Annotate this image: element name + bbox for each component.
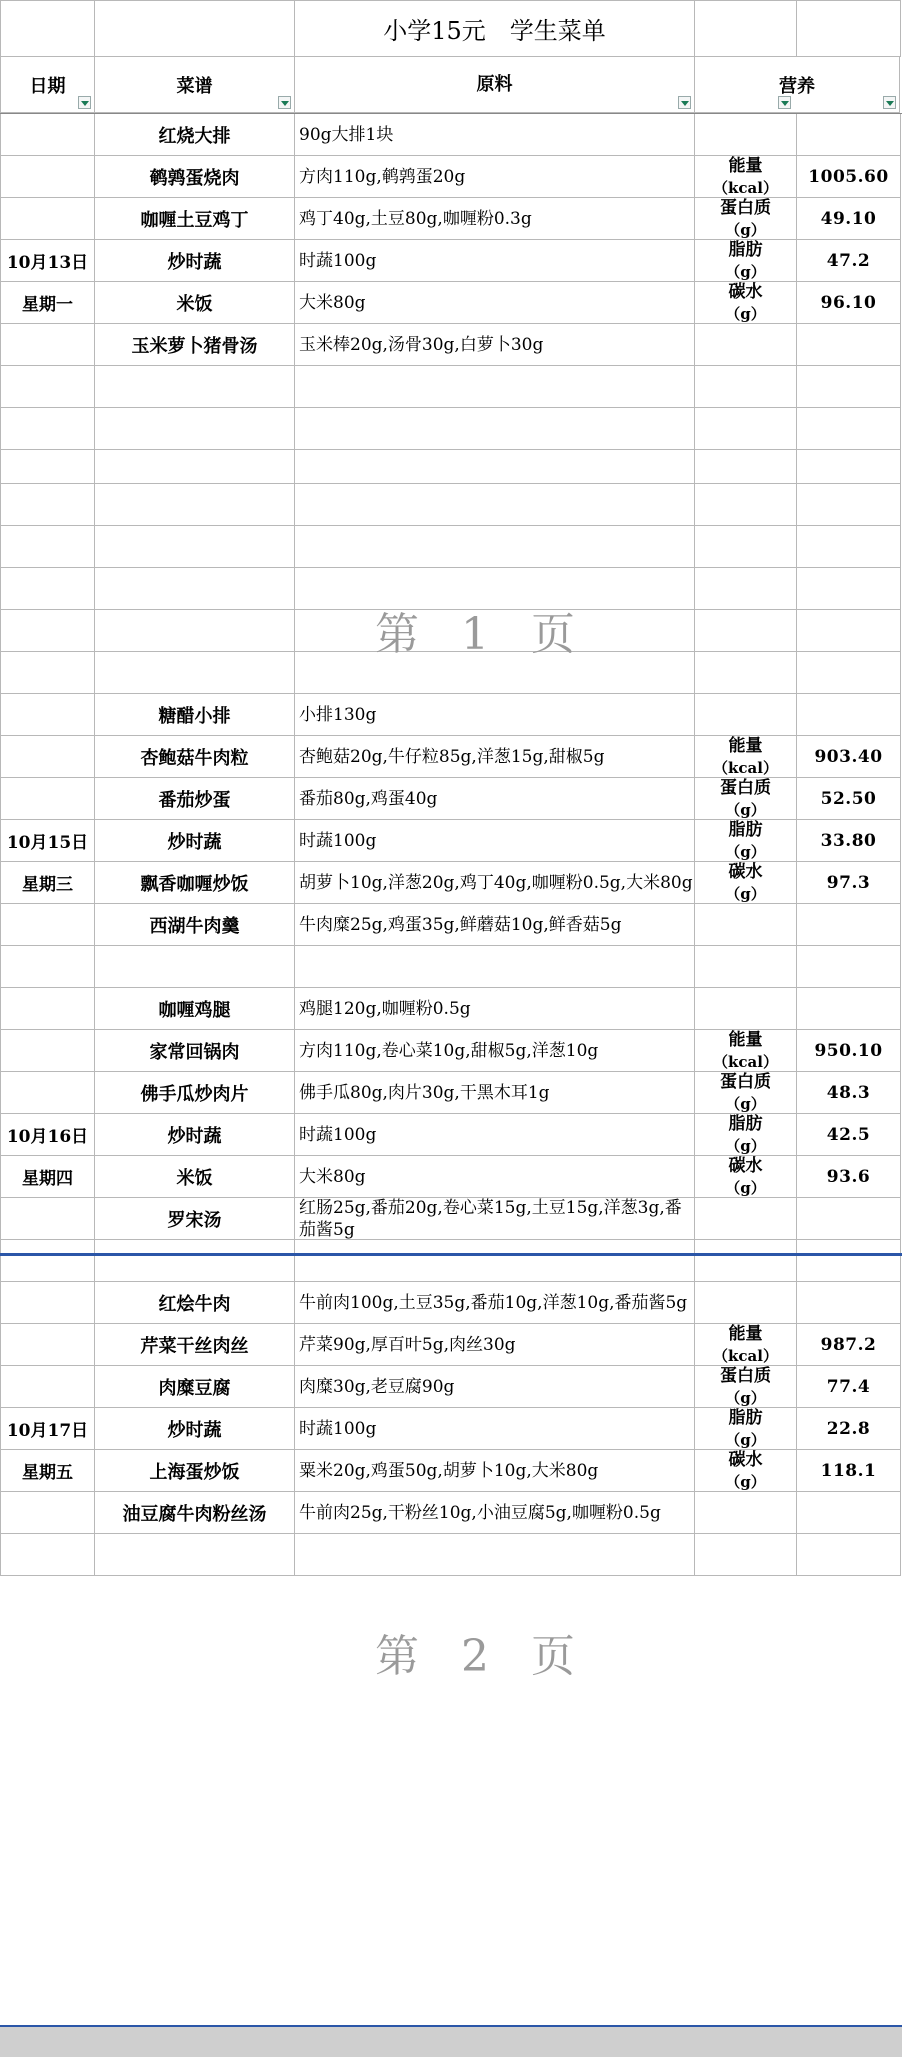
nutrient-unit: （g）	[725, 1094, 766, 1113]
table-row	[0, 450, 902, 484]
table-row	[0, 324, 902, 366]
nutrient-label	[725, 1114, 766, 1156]
table-row	[0, 1408, 902, 1450]
nutrient-unit: （g）	[725, 262, 766, 281]
nutrient-name: 脂肪	[728, 1114, 763, 1134]
dish-name[interactable]: 油豆腐牛肉粉丝汤	[95, 1492, 295, 1534]
date-cell[interactable]: 10月15日	[0, 820, 95, 862]
header-menu[interactable]	[95, 57, 295, 113]
cell[interactable]	[797, 568, 901, 610]
dish-ingredients[interactable]: 时蔬100g	[295, 240, 695, 282]
cell[interactable]	[295, 610, 695, 652]
nutrient-value[interactable]: 48.3	[797, 1072, 901, 1114]
cell[interactable]	[95, 946, 295, 988]
cell[interactable]	[0, 1030, 95, 1072]
cell[interactable]	[797, 366, 901, 408]
table-row	[0, 1366, 902, 1408]
cell[interactable]	[0, 1534, 95, 1576]
cell[interactable]	[695, 1282, 797, 1324]
cell[interactable]	[797, 904, 901, 946]
nutrient-unit: （g）	[725, 1388, 766, 1407]
table-row	[0, 946, 902, 988]
cell[interactable]	[797, 946, 901, 988]
cell[interactable]	[797, 988, 901, 1030]
dish-ingredients[interactable]: 牛前肉25g,干粉丝10g,小油豆腐5g,咖喱粉0.5g	[295, 1492, 695, 1534]
cell[interactable]	[0, 736, 95, 778]
nutrient-name: 蛋白质	[720, 1072, 771, 1092]
dish-name[interactable]: 米饭	[95, 1156, 295, 1198]
dish-name[interactable]: 鹌鹑蛋烧肉	[95, 156, 295, 198]
cell[interactable]	[0, 694, 95, 736]
nutrient-unit: （g）	[725, 1430, 766, 1449]
nutrient-label-cell[interactable]	[695, 1366, 797, 1408]
header-row	[0, 57, 902, 114]
dish-name[interactable]: 炒时蔬	[95, 1114, 295, 1156]
sheet-title[interactable]: 小学15元 学生菜单	[295, 0, 695, 57]
nutrient-name: 蛋白质	[720, 1366, 771, 1386]
cell[interactable]	[95, 610, 295, 652]
table-row	[0, 366, 902, 408]
dish-name[interactable]: 炒时蔬	[95, 1408, 295, 1450]
cell[interactable]	[295, 1240, 695, 1282]
nutrient-label-cell[interactable]	[695, 1324, 797, 1366]
dish-name[interactable]: 红烩牛肉	[95, 1282, 295, 1324]
cell[interactable]	[695, 366, 797, 408]
cell[interactable]	[295, 526, 695, 568]
cell[interactable]	[0, 1282, 95, 1324]
dish-ingredients[interactable]: 90g大排1块	[295, 114, 695, 156]
nutrient-label-cell[interactable]	[695, 156, 797, 198]
table-row	[0, 694, 902, 736]
cell[interactable]	[0, 114, 95, 156]
filter-dropdown-icon[interactable]	[883, 96, 896, 109]
nutrient-unit: （g）	[725, 800, 766, 819]
cell[interactable]	[0, 610, 95, 652]
cell[interactable]	[95, 1240, 295, 1282]
nutrient-label	[713, 156, 778, 198]
cell[interactable]	[695, 450, 797, 484]
table-row	[0, 610, 902, 652]
nutrient-label-cell[interactable]	[695, 1450, 797, 1492]
cell[interactable]	[0, 526, 95, 568]
table-row	[0, 484, 902, 526]
nutrient-value[interactable]: 1005.60	[797, 156, 901, 198]
cell[interactable]	[295, 652, 695, 694]
dish-ingredients[interactable]: 牛肉糜25g,鸡蛋35g,鲜蘑菇10g,鲜香菇5g	[295, 904, 695, 946]
cell[interactable]	[0, 1366, 95, 1408]
nutrient-label	[725, 282, 766, 324]
weekday-cell[interactable]: 星期五	[0, 1450, 95, 1492]
dish-ingredients[interactable]: 胡萝卜10g,洋葱20g,鸡丁40g,咖喱粉0.5g,大米80g	[295, 862, 695, 904]
cell[interactable]	[695, 946, 797, 988]
table-row	[0, 1282, 902, 1324]
cell[interactable]	[695, 1198, 797, 1240]
table-row	[0, 1156, 902, 1198]
cell[interactable]	[295, 408, 695, 450]
nutrient-label-cell[interactable]	[695, 198, 797, 240]
dish-name[interactable]: 佛手瓜炒肉片	[95, 1072, 295, 1114]
cell[interactable]	[695, 568, 797, 610]
table-row	[0, 526, 902, 568]
nutrient-value[interactable]: 49.10	[797, 198, 901, 240]
table-row	[0, 778, 902, 820]
cell[interactable]	[797, 408, 901, 450]
nutrient-value[interactable]: 903.40	[797, 736, 901, 778]
table-row	[0, 652, 902, 694]
filter-dropdown-icon[interactable]	[778, 96, 791, 109]
nutrient-name: 脂肪	[728, 240, 763, 260]
cell[interactable]	[797, 652, 901, 694]
nutrient-unit: （kcal）	[713, 758, 778, 777]
nutrient-label-cell[interactable]	[695, 1030, 797, 1072]
nutrient-unit: （g）	[725, 1472, 766, 1491]
weekday-cell[interactable]: 星期一	[0, 282, 95, 324]
nutrient-name: 能量	[728, 1324, 763, 1344]
dish-name[interactable]: 糖醋小排	[95, 694, 295, 736]
dish-ingredients[interactable]: 番茄80g,鸡蛋40g	[295, 778, 695, 820]
nutrient-label-cell[interactable]	[695, 1156, 797, 1198]
cell[interactable]	[295, 946, 695, 988]
table-row	[0, 862, 902, 904]
cell[interactable]	[797, 610, 901, 652]
cell[interactable]	[695, 904, 797, 946]
nutrient-name: 脂肪	[728, 1408, 763, 1428]
cell[interactable]	[695, 694, 797, 736]
cell[interactable]	[695, 988, 797, 1030]
filter-dropdown-icon[interactable]	[78, 96, 91, 109]
nutrient-label	[725, 820, 766, 862]
table-row	[0, 568, 902, 610]
nutrient-unit: （kcal）	[713, 1346, 778, 1365]
dish-name[interactable]: 肉糜豆腐	[95, 1366, 295, 1408]
weekday-cell[interactable]: 星期四	[0, 1156, 95, 1198]
dish-name[interactable]: 咖喱鸡腿	[95, 988, 295, 1030]
nutrient-name: 碳水	[728, 862, 763, 882]
nutrient-label	[725, 1450, 766, 1492]
nutrient-name: 脂肪	[728, 820, 763, 840]
dish-name[interactable]: 芹菜干丝肉丝	[95, 1324, 295, 1366]
table-row	[0, 1492, 902, 1534]
table-row	[0, 1324, 902, 1366]
cell[interactable]	[695, 324, 797, 366]
cell[interactable]	[695, 1492, 797, 1534]
dish-name[interactable]: 飘香咖喱炒饭	[95, 862, 295, 904]
dish-name[interactable]: 杏鲍菇牛肉粒	[95, 736, 295, 778]
cell[interactable]	[95, 568, 295, 610]
cell[interactable]	[0, 652, 95, 694]
table-row	[0, 198, 902, 240]
cell[interactable]	[695, 1534, 797, 1576]
dish-name[interactable]: 西湖牛肉羹	[95, 904, 295, 946]
nutrient-label	[725, 1156, 766, 1198]
nutrient-label	[725, 240, 766, 282]
nutrient-label	[720, 778, 771, 820]
date-cell[interactable]: 10月17日	[0, 1408, 95, 1450]
weekday-cell[interactable]: 星期三	[0, 862, 95, 904]
nutrient-name: 能量	[728, 736, 763, 756]
dish-ingredients[interactable]: 时蔬100g	[295, 1408, 695, 1450]
cell[interactable]	[797, 1240, 901, 1282]
cell[interactable]	[797, 1534, 901, 1576]
cell[interactable]	[797, 114, 901, 156]
menu-rows	[0, 114, 902, 1576]
table-row	[0, 1114, 902, 1156]
nutrient-value[interactable]: 118.1	[797, 1450, 901, 1492]
nutrient-unit: （g）	[725, 842, 766, 861]
header-ingredients[interactable]	[295, 57, 695, 113]
nutrient-value[interactable]: 52.50	[797, 778, 901, 820]
dish-ingredients[interactable]: 大米80g	[295, 1156, 695, 1198]
cell[interactable]	[695, 652, 797, 694]
header-date[interactable]	[0, 57, 95, 113]
cell[interactable]	[0, 1198, 95, 1240]
table-row	[0, 282, 902, 324]
cell[interactable]	[95, 366, 295, 408]
dish-name[interactable]: 家常回锅肉	[95, 1030, 295, 1072]
cell[interactable]	[0, 324, 95, 366]
nutrient-unit: （kcal）	[713, 1052, 778, 1071]
cell[interactable]	[95, 0, 295, 57]
cell[interactable]	[797, 1282, 901, 1324]
nutrient-label	[725, 1408, 766, 1450]
cell[interactable]	[0, 0, 95, 57]
dish-ingredients[interactable]: 粟米20g,鸡蛋50g,胡萝卜10g,大米80g	[295, 1450, 695, 1492]
sheet-bottom-bar	[0, 2027, 902, 2057]
nutrient-value[interactable]: 93.6	[797, 1156, 901, 1198]
page-break-line	[0, 1253, 902, 1256]
nutrient-label	[713, 1324, 778, 1366]
dish-name[interactable]: 炒时蔬	[95, 820, 295, 862]
page-watermark: 第 2 页	[375, 1631, 589, 1682]
nutrient-unit: （g）	[725, 220, 766, 239]
cell[interactable]	[0, 484, 95, 526]
cell[interactable]	[0, 1492, 95, 1534]
header-ingredients-label: 原料	[476, 73, 513, 95]
cell[interactable]	[797, 324, 901, 366]
nutrient-label	[725, 862, 766, 904]
dish-ingredients[interactable]: 小排130g	[295, 694, 695, 736]
nutrient-label-cell[interactable]	[695, 282, 797, 324]
cell[interactable]	[95, 450, 295, 484]
nutrient-unit: （kcal）	[713, 178, 778, 197]
nutrient-label	[713, 736, 778, 778]
cell[interactable]	[0, 946, 95, 988]
cell[interactable]	[797, 526, 901, 568]
table-row	[0, 1198, 902, 1240]
cell[interactable]	[95, 408, 295, 450]
nutrient-value[interactable]: 47.2	[797, 240, 901, 282]
header-date-label: 日期	[29, 75, 66, 97]
dish-ingredients[interactable]: 方肉110g,鹌鹑蛋20g	[295, 156, 695, 198]
cell[interactable]	[797, 484, 901, 526]
cell[interactable]	[0, 568, 95, 610]
dish-name[interactable]: 红烧大排	[95, 114, 295, 156]
nutrient-unit: （g）	[725, 1136, 766, 1155]
dish-ingredients[interactable]: 方肉110g,卷心菜10g,甜椒5g,洋葱10g	[295, 1030, 695, 1072]
table-row	[0, 904, 902, 946]
cell[interactable]	[95, 526, 295, 568]
cell[interactable]	[0, 988, 95, 1030]
nutrient-label-cell[interactable]	[695, 778, 797, 820]
dish-ingredients[interactable]: 佛手瓜80g,肉片30g,干黑木耳1g	[295, 1072, 695, 1114]
table-row	[0, 114, 902, 156]
dish-ingredients[interactable]: 玉米棒20g,汤骨30g,白萝卜30g	[295, 324, 695, 366]
cell[interactable]	[695, 484, 797, 526]
dish-ingredients[interactable]: 时蔬100g	[295, 1114, 695, 1156]
nutrient-label-cell[interactable]	[695, 1072, 797, 1114]
nutrient-label	[720, 1366, 771, 1408]
nutrient-value[interactable]: 987.2	[797, 1324, 901, 1366]
cell[interactable]	[295, 450, 695, 484]
cell[interactable]	[95, 1534, 295, 1576]
dish-ingredients[interactable]: 肉糜30g,老豆腐90g	[295, 1366, 695, 1408]
cell[interactable]	[295, 1534, 695, 1576]
cell[interactable]	[695, 0, 797, 57]
dish-name[interactable]: 罗宋汤	[95, 1198, 295, 1240]
nutrient-name: 蛋白质	[720, 198, 771, 218]
nutrient-label	[713, 1030, 778, 1072]
cell[interactable]	[797, 0, 901, 57]
cell[interactable]	[797, 1198, 901, 1240]
nutrient-name: 能量	[728, 1030, 763, 1050]
nutrient-value[interactable]: 950.10	[797, 1030, 901, 1072]
cell[interactable]	[797, 1492, 901, 1534]
header-nutrition-label: 营养	[779, 75, 815, 97]
dish-name[interactable]: 咖喱土豆鸡丁	[95, 198, 295, 240]
dish-ingredients[interactable]: 时蔬100g	[295, 820, 695, 862]
nutrient-unit: （g）	[725, 304, 766, 323]
cell[interactable]	[295, 484, 695, 526]
cell[interactable]	[695, 408, 797, 450]
nutrient-label	[720, 1072, 771, 1114]
nutrient-unit: （g）	[725, 884, 766, 903]
dish-name[interactable]: 米饭	[95, 282, 295, 324]
cell[interactable]	[95, 652, 295, 694]
cell[interactable]	[295, 568, 695, 610]
dish-ingredients[interactable]: 红肠25g,番茄20g,卷心菜15g,土豆15g,洋葱3g,番茄酱5g	[295, 1198, 695, 1240]
dish-ingredients[interactable]: 鸡腿120g,咖喱粉0.5g	[295, 988, 695, 1030]
nutrient-label-cell[interactable]	[695, 240, 797, 282]
title-row	[0, 0, 902, 57]
cell[interactable]	[295, 366, 695, 408]
nutrient-value[interactable]: 77.4	[797, 1366, 901, 1408]
header-menu-label: 菜谱	[176, 75, 213, 97]
page-watermark: 第 1 页	[375, 609, 589, 660]
nutrient-label	[720, 198, 771, 240]
cell[interactable]	[0, 904, 95, 946]
header-nutrition[interactable]	[695, 57, 900, 113]
nutrient-value[interactable]: 22.8	[797, 1408, 901, 1450]
cell[interactable]	[0, 778, 95, 820]
nutrient-label-cell[interactable]	[695, 820, 797, 862]
nutrient-label-cell[interactable]	[695, 1408, 797, 1450]
dish-ingredients[interactable]: 大米80g	[295, 282, 695, 324]
dish-ingredients[interactable]: 鸡丁40g,土豆80g,咖喱粉0.3g	[295, 198, 695, 240]
table-row	[0, 736, 902, 778]
nutrient-unit: （g）	[725, 1178, 766, 1197]
nutrient-value[interactable]: 42.5	[797, 1114, 901, 1156]
nutrient-name: 能量	[728, 156, 763, 176]
cell[interactable]	[0, 366, 95, 408]
filter-dropdown-icon[interactable]	[678, 96, 691, 109]
dish-name[interactable]: 番茄炒蛋	[95, 778, 295, 820]
date-cell[interactable]: 10月16日	[0, 1114, 95, 1156]
cell[interactable]	[0, 1324, 95, 1366]
cell[interactable]	[797, 450, 901, 484]
dish-ingredients[interactable]: 杏鲍菇20g,牛仔粒85g,洋葱15g,甜椒5g	[295, 736, 695, 778]
cell[interactable]	[695, 1240, 797, 1282]
date-cell[interactable]: 10月13日	[0, 240, 95, 282]
dish-name[interactable]: 炒时蔬	[95, 240, 295, 282]
nutrient-value[interactable]: 96.10	[797, 282, 901, 324]
nutrient-label-cell[interactable]	[695, 736, 797, 778]
nutrient-name: 碳水	[728, 282, 763, 302]
nutrient-name: 碳水	[728, 1450, 763, 1470]
cell[interactable]	[0, 450, 95, 484]
cell[interactable]	[0, 1240, 95, 1282]
filter-dropdown-icon[interactable]	[278, 96, 291, 109]
nutrient-value[interactable]: 97.3	[797, 862, 901, 904]
table-row	[0, 408, 902, 450]
nutrient-label-cell[interactable]	[695, 1114, 797, 1156]
cell[interactable]	[0, 408, 95, 450]
nutrient-name: 蛋白质	[720, 778, 771, 798]
dish-ingredients[interactable]: 芹菜90g,厚百叶5g,肉丝30g	[295, 1324, 695, 1366]
cell[interactable]	[0, 198, 95, 240]
table-row	[0, 1072, 902, 1114]
nutrient-name: 碳水	[728, 1156, 763, 1176]
table-row	[0, 1030, 902, 1072]
table-row	[0, 820, 902, 862]
table-row	[0, 1534, 902, 1576]
dish-name[interactable]: 上海蛋炒饭	[95, 1450, 295, 1492]
table-row	[0, 240, 902, 282]
cell[interactable]	[0, 156, 95, 198]
cell[interactable]	[0, 1072, 95, 1114]
cell[interactable]	[695, 610, 797, 652]
cell[interactable]	[695, 526, 797, 568]
table-row	[0, 1240, 902, 1282]
nutrient-label-cell[interactable]	[695, 862, 797, 904]
dish-name[interactable]: 玉米萝卜猪骨汤	[95, 324, 295, 366]
table-row	[0, 1450, 902, 1492]
nutrient-value[interactable]: 33.80	[797, 820, 901, 862]
cell[interactable]	[95, 484, 295, 526]
dish-ingredients[interactable]: 牛前肉100g,土豆35g,番茄10g,洋葱10g,番茄酱5g	[295, 1282, 695, 1324]
table-row	[0, 988, 902, 1030]
cell[interactable]	[797, 694, 901, 736]
cell[interactable]	[695, 114, 797, 156]
table-row	[0, 156, 902, 198]
